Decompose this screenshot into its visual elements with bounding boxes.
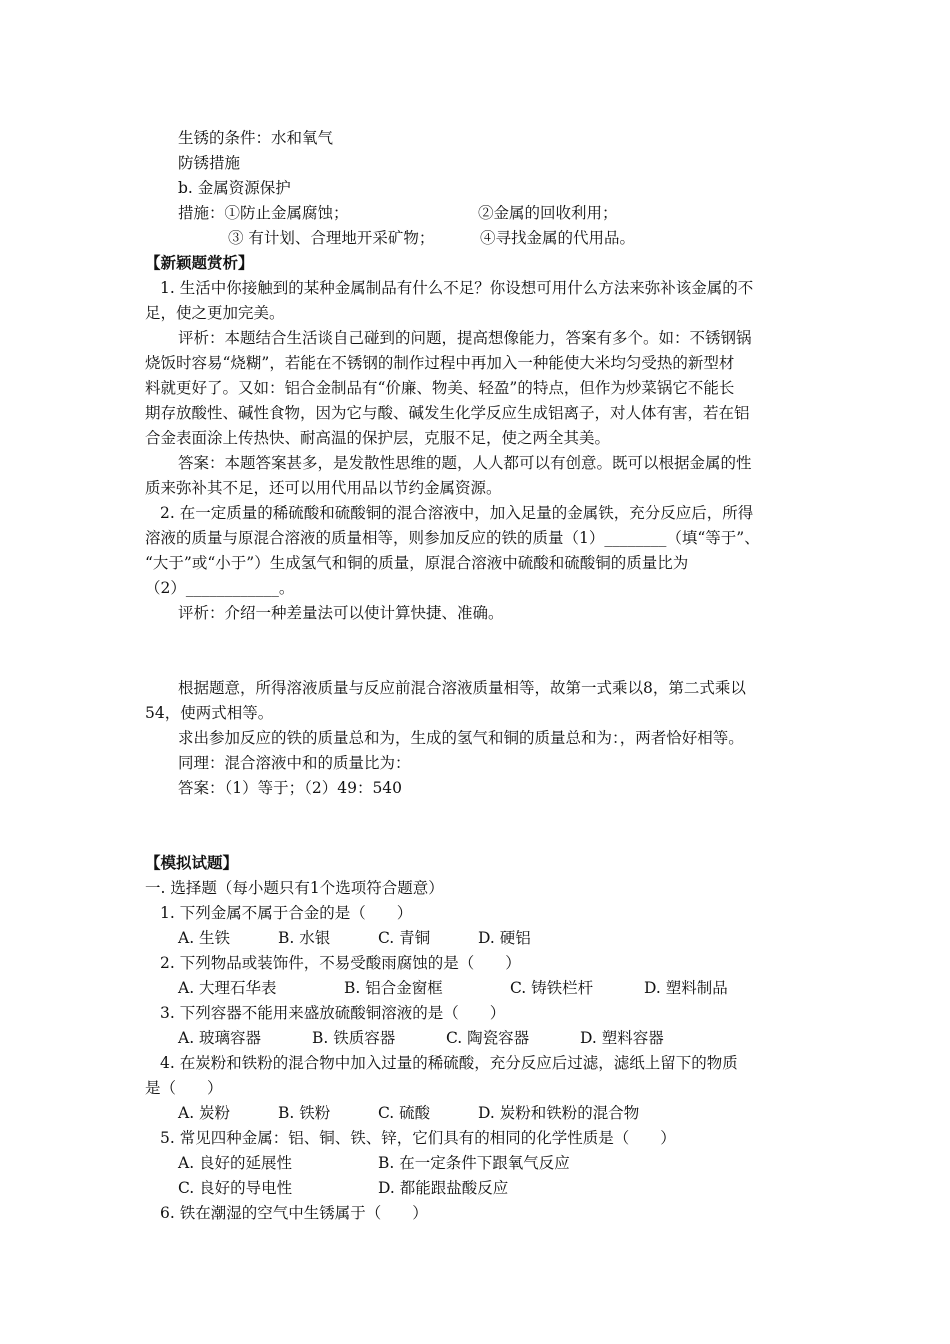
- q2-line-2: 溶液的质量与原混合溶液的质量相等，则参加反应的铁的质量（1）________（填“等于”、: [145, 529, 760, 547]
- option-b[interactable]: B. 铁粉: [278, 1104, 331, 1122]
- q2-analysis: 评析：介绍一种差量法可以使计算快捷、准确。: [178, 604, 504, 622]
- q1-analysis-line-4: 期存放酸性、碱性食物，因为它与酸、碱发生化学反应生成铝离子，对人体有害，若在铝: [145, 404, 750, 422]
- option-a[interactable]: A. 良好的延展性: [178, 1154, 293, 1172]
- option-d[interactable]: D. 塑料容器: [580, 1029, 664, 1047]
- q2-solution-line-4: 同理：混合溶液中和的质量比为：: [178, 754, 411, 772]
- option-a[interactable]: A. 炭粉: [178, 1104, 231, 1122]
- option-d[interactable]: D. 硬铝: [478, 929, 531, 947]
- option-c[interactable]: C. 硫酸: [378, 1104, 431, 1122]
- measures-line-1: 措施：①防止金属腐蚀；: [178, 204, 349, 222]
- q1-line-1: 1. 生活中你接触到的某种金属制品有什么不足？你设想可用什么方法来弥补该金属的不: [160, 279, 754, 297]
- q2-answer: 答案：（1）等于；（2）49：540: [178, 779, 403, 797]
- mc-question-5-options-row-1: [178, 1153, 570, 1173]
- option-b[interactable]: B. 水银: [278, 929, 331, 947]
- rust-conditions: 生锈的条件：水和氧气: [178, 129, 334, 147]
- q2-solution-line-1: 根据题意，所得溶液质量与反应前混合溶液质量相等，故第一式乘以8，第二式乘以: [178, 679, 746, 697]
- option-a[interactable]: A. 生铁: [178, 929, 231, 947]
- q1-analysis-line-3: 料就更好了。又如：铝合金制品有“价廉、物美、轻盈”的特点，但作为炒菜锅它不能长: [145, 379, 735, 397]
- measure-2: ②金属的回收利用；: [478, 204, 618, 222]
- q2-line-3: “大于”或“小于”）生成氢气和铜的质量，原混合溶液中硫酸和硫酸铜的质量比为: [145, 554, 689, 572]
- rust-prevention: 防锈措施: [178, 154, 241, 172]
- option-b[interactable]: B. 铁质容器: [312, 1029, 396, 1047]
- option-c[interactable]: C. 陶瓷容器: [446, 1029, 530, 1047]
- simulation-heading: 【模拟试题】: [145, 853, 239, 872]
- option-c[interactable]: C. 良好的导电性: [178, 1179, 293, 1197]
- mc-question-3-stem: 3. 下列容器不能用来盛放硫酸铜溶液的是（ ）: [160, 1004, 506, 1022]
- q2-solution-line-2: 54，使两式相等。: [145, 704, 274, 722]
- option-d[interactable]: D. 炭粉和铁粉的混合物: [478, 1104, 640, 1122]
- mc-question-2-stem: 2. 下列物品或装饰件，不易受酸雨腐蚀的是（ ）: [160, 954, 521, 972]
- section-title: 一. 选择题（每小题只有1个选项符合题意）: [145, 879, 444, 897]
- q2-line-4: （2）____________。: [145, 579, 295, 597]
- mc-question-4-options: [178, 1103, 639, 1123]
- q1-analysis-line-5: 合金表面涂上传热快、耐高温的保护层，克服不足，使之两全其美。: [145, 429, 611, 447]
- mc-question-4-stem: 4. 在炭粉和铁粉的混合物中加入过量的稀硫酸，充分反应后过滤，滤纸上留下的物质: [160, 1054, 738, 1072]
- resource-protection-heading: b. 金属资源保护: [178, 179, 291, 197]
- option-d[interactable]: D. 都能跟盐酸反应: [378, 1179, 509, 1197]
- option-c[interactable]: C. 铸铁栏杆: [510, 979, 594, 997]
- new-questions-heading: 【新颖题赏析】: [145, 253, 254, 272]
- option-d[interactable]: D. 塑料制品: [644, 979, 728, 997]
- q2-solution-line-3: 求出参加反应的铁的质量总和为，生成的氢气和铜的质量总和为：，两者恰好相等。: [178, 729, 744, 747]
- option-a[interactable]: A. 玻璃容器: [178, 1029, 262, 1047]
- measure-4: ④寻找金属的代用品。: [480, 229, 636, 247]
- mc-question-4-stem-cont: 是（ ）: [145, 1079, 223, 1097]
- mc-question-3-options: [178, 1028, 664, 1048]
- q1-line-2: 足，使之更加完美。: [145, 304, 285, 322]
- mc-question-6-stem: 6. 铁在潮湿的空气中生锈属于（ ）: [160, 1204, 428, 1222]
- measure-3: ③ 有计划、合理地开采矿物；: [228, 229, 435, 247]
- q1-answer-line-2: 质来弥补其不足，还可以用代用品以节约金属资源。: [145, 479, 502, 497]
- q1-analysis-line-2: 烧饭时容易“烧糊”，若能在不锈钢的制作过程中再加入一种能使大米均匀受热的新型材: [145, 354, 735, 372]
- option-c[interactable]: C. 青铜: [378, 929, 431, 947]
- q1-answer-line-1: 答案：本题答案甚多，是发散性思维的题，人人都可以有创意。既可以根据金属的性: [178, 454, 752, 472]
- option-b[interactable]: B. 铝合金窗框: [344, 979, 443, 997]
- mc-question-1-options: [178, 928, 531, 948]
- option-a[interactable]: A. 大理石华表: [178, 979, 277, 997]
- option-b[interactable]: B. 在一定条件下跟氧气反应: [378, 1154, 570, 1172]
- q1-analysis-line-1: 评析：本题结合生活谈自己碰到的问题，提高想像能力，答案有多个。如：不锈钢锅: [178, 329, 752, 347]
- mc-question-5-stem: 5. 常见四种金属：铝、铜、铁、锌，它们具有的相同的化学性质是（ ）: [160, 1129, 676, 1147]
- mc-question-2-options: [178, 978, 728, 998]
- mc-question-5-options-row-2: [178, 1178, 508, 1198]
- q2-line-1: 2. 在一定质量的稀硫酸和硫酸铜的混合溶液中，加入足量的金属铁，充分反应后，所得: [160, 504, 754, 522]
- mc-question-1-stem: 1. 下列金属不属于合金的是（ ）: [160, 904, 413, 922]
